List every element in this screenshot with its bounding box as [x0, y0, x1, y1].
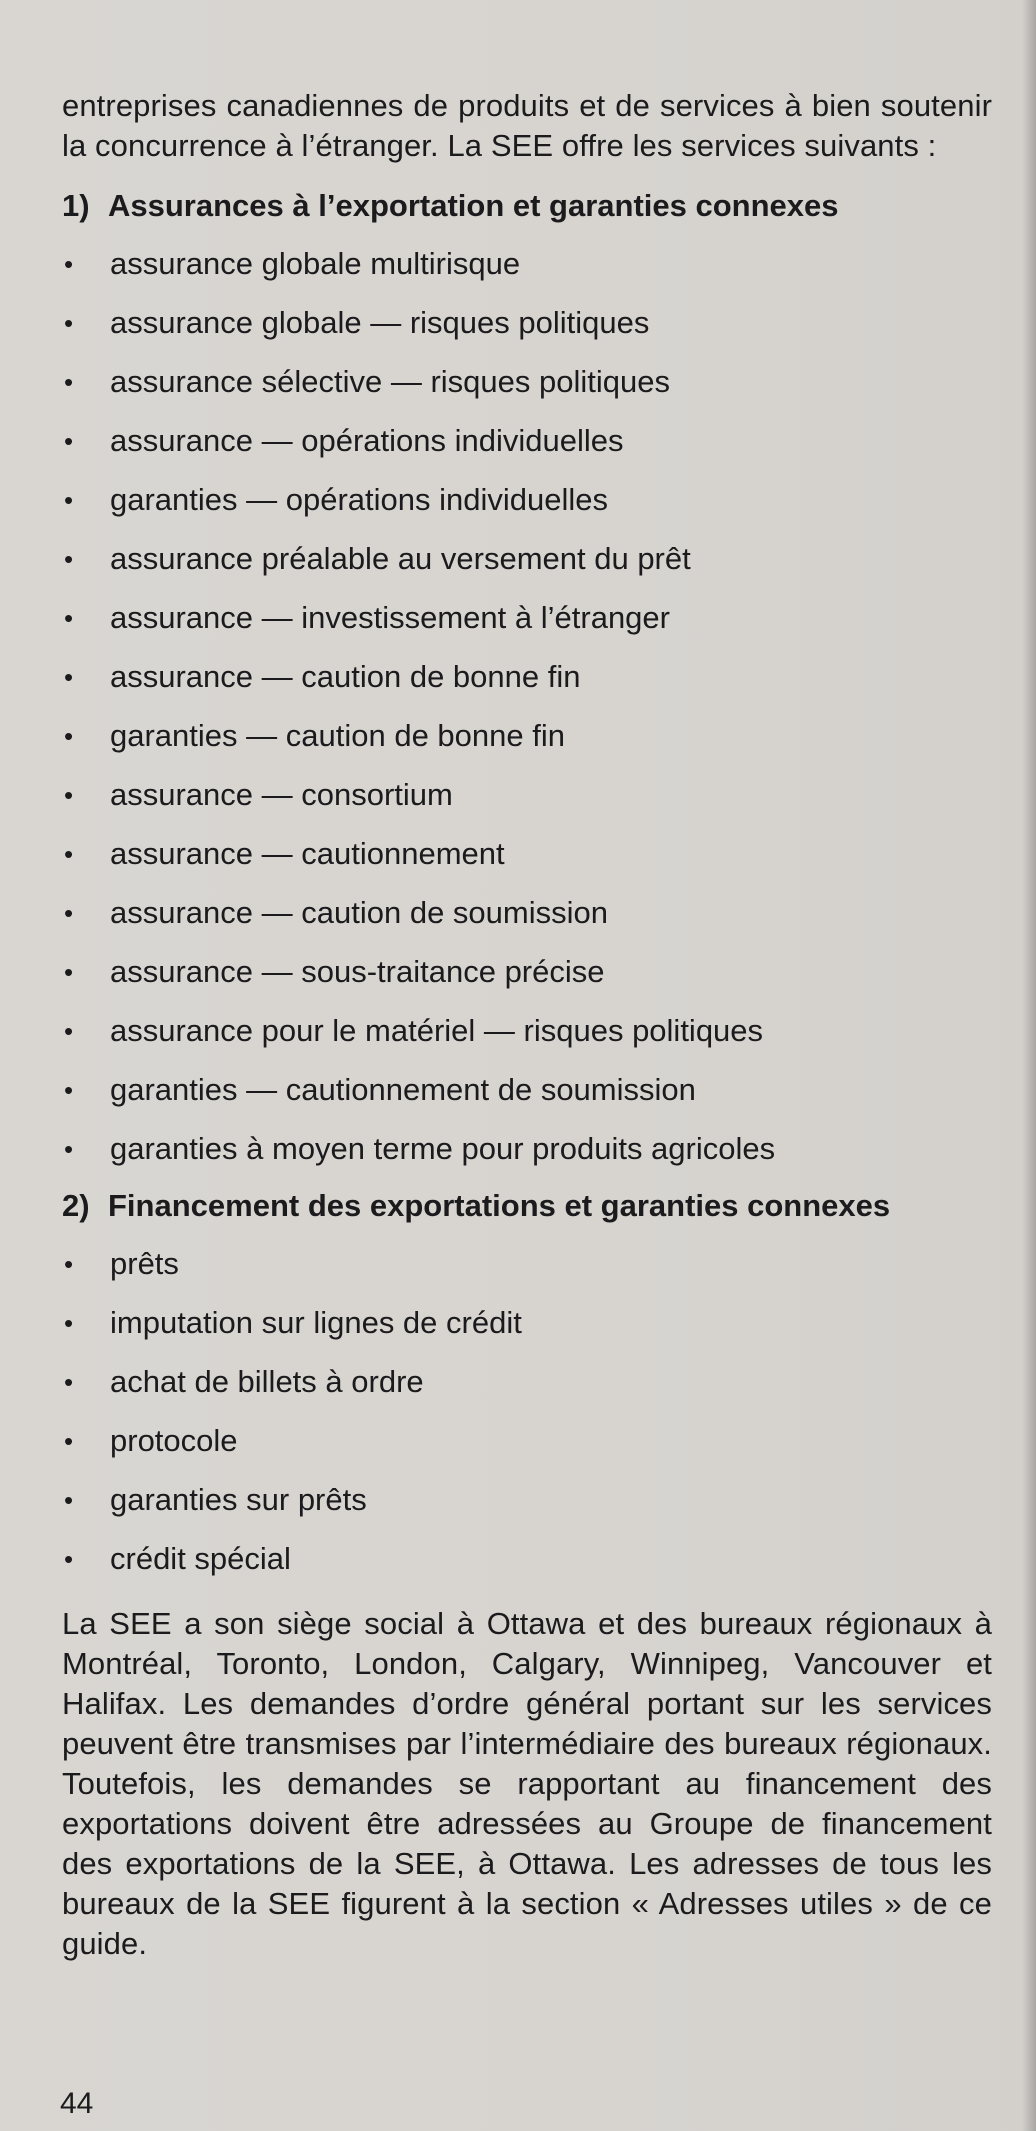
bullet-icon: • [64, 308, 74, 338]
list-item-text: assurance globale multirisque [110, 246, 521, 281]
section-2-title: Financement des exportations et garanties connexes [108, 1188, 891, 1223]
section-1-heading [62, 186, 992, 226]
list-item-text: assurance sélective — risques politiques [110, 364, 670, 399]
list-item [62, 1539, 992, 1598]
section-1-list [62, 244, 992, 1188]
bullet-icon: • [64, 1249, 74, 1279]
bullet-icon: • [64, 426, 74, 456]
list-item [62, 1244, 992, 1303]
list-item-text: assurance — caution de soumission [110, 895, 608, 930]
list-item-text: assurance — consortium [110, 777, 453, 812]
list-item [62, 834, 992, 893]
intro-paragraph: entreprises canadiennes de produits et de services à bien soutenir la concurrence à l’étranger. La SEE offre les services suivants : [62, 88, 992, 163]
list-item [62, 657, 992, 716]
list-item [62, 1129, 992, 1188]
list-item-text: assurance pour le matériel — risques politiques [110, 1013, 764, 1048]
section-1-title: Assurances à l’exportation et garanties connexes [108, 188, 839, 223]
bullet-icon: • [64, 1485, 74, 1515]
list-item [62, 893, 992, 952]
bullet-icon: • [64, 1075, 74, 1105]
list-item [62, 1070, 992, 1129]
section-2-heading [62, 1186, 992, 1226]
page-number: 44 [60, 2087, 94, 2120]
list-item [62, 1303, 992, 1362]
bullet-icon: • [64, 780, 74, 810]
list-item [62, 1362, 992, 1421]
section-2-list [62, 1244, 992, 1598]
list-item [62, 244, 992, 303]
bullet-icon: • [64, 249, 74, 279]
list-item-text: garanties sur prêts [110, 1482, 367, 1517]
page-content [62, 86, 992, 1964]
list-item-text: imputation sur lignes de crédit [110, 1305, 522, 1340]
bullet-icon: • [64, 1134, 74, 1164]
list-item [62, 1480, 992, 1539]
list-item-text: assurance préalable au versement du prêt [110, 541, 691, 576]
list-item [62, 303, 992, 362]
list-item [62, 421, 992, 480]
list-item-text: garanties — cautionnement de soumission [110, 1072, 696, 1107]
list-item [62, 1011, 992, 1070]
list-item-text: assurance — opérations individuelles [110, 423, 624, 458]
list-item-text: assurance — cautionnement [110, 836, 505, 871]
list-item-text: prêts [110, 1246, 179, 1281]
bullet-icon: • [64, 544, 74, 574]
bullet-icon: • [64, 839, 74, 869]
bullet-icon: • [64, 367, 74, 397]
bullet-icon: • [64, 898, 74, 928]
bullet-icon: • [64, 1367, 74, 1397]
list-item [62, 362, 992, 421]
bullet-icon: • [64, 603, 74, 633]
list-item-text: assurance — investissement à l’étranger [110, 600, 670, 635]
bullet-icon: • [64, 721, 74, 751]
list-item-text: crédit spécial [110, 1541, 291, 1576]
bullet-icon: • [64, 1426, 74, 1456]
bullet-icon: • [64, 1016, 74, 1046]
closing-paragraph: La SEE a son siège social à Ottawa et des bureaux régionaux à Montréal, Toronto, London, Calgary, Winnipeg, Vancouver et Halifax. Les demandes d’ordre général portant sur les services peuvent être transmises par l’intermédiaire des bureaux régionaux. Toutefois, les demandes se rapportant au financement des exportations doivent être adressées au Groupe de financement des exportations de la SEE, à Ottawa. Les adresses de tous les bureaux de la SEE figurent à la section « Adresses utiles » de ce guide. [62, 1606, 992, 1961]
list-item [62, 539, 992, 598]
section-2-number: 2) [62, 1188, 90, 1223]
list-item-text: assurance — sous-traitance précise [110, 954, 605, 989]
list-item-text: assurance globale — risques politiques [110, 305, 650, 340]
bullet-icon: • [64, 957, 74, 987]
list-item-text: garanties — opérations individuelles [110, 482, 609, 517]
list-item [62, 480, 992, 539]
list-item [62, 775, 992, 834]
bullet-icon: • [64, 662, 74, 692]
page-edge-shadow [1022, 0, 1036, 2131]
list-item-text: protocole [110, 1423, 238, 1458]
section-1-number: 1) [62, 188, 90, 223]
list-item [62, 1421, 992, 1480]
list-item [62, 598, 992, 657]
bullet-icon: • [64, 1544, 74, 1574]
list-item-text: assurance — caution de bonne fin [110, 659, 581, 694]
list-item-text: achat de billets à ordre [110, 1364, 424, 1399]
list-item-text: garanties — caution de bonne fin [110, 718, 565, 753]
list-item [62, 716, 992, 775]
bullet-icon: • [64, 485, 74, 515]
list-item [62, 952, 992, 1011]
list-item-text: garanties à moyen terme pour produits agricoles [110, 1131, 776, 1166]
bullet-icon: • [64, 1308, 74, 1338]
